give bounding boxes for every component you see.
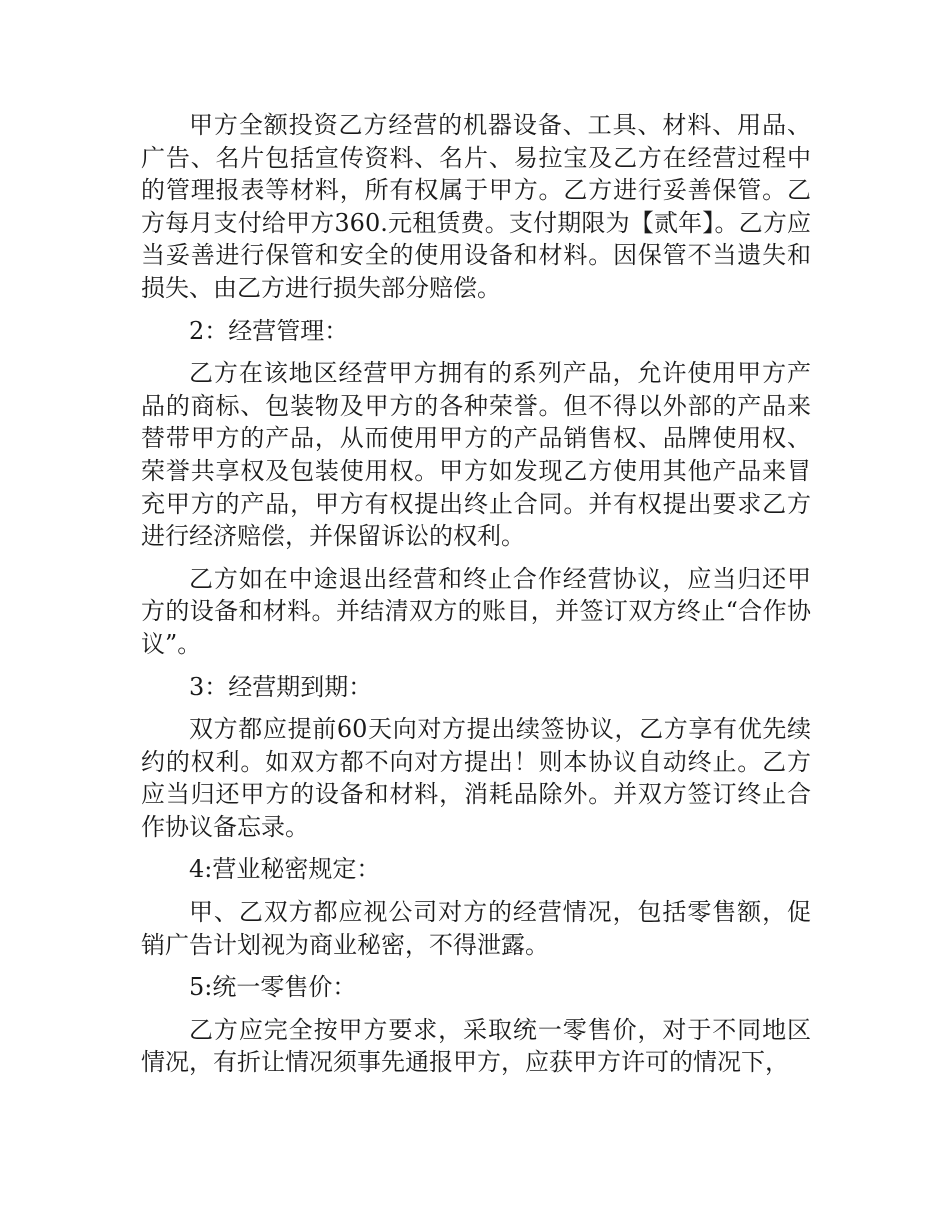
paragraph-early-termination: 乙方如在中途退出经营和终止合作经营协议，应当归还甲方的设备和材料。并结清双方的账目，并签订双方终止“合作协议”。 (141, 564, 811, 658)
paragraph-retail-price: 乙方应完全按甲方要求，采取统一零售价，对于不同地区情况，有折让情况须事先通报甲方，应获甲方许可的情况下， (141, 1015, 811, 1077)
paragraph-equipment-ownership: 甲方全额投资乙方经营的机器设备、工具、材料、用品、广告、名片包括宣传资料、名片、易拉宝及乙方在经营过程中的管理报表等材料，所有权属于甲方。乙方进行妥善保管。乙方每月支付给甲方360.元租赁费。支付期限为【贰年】。乙方应当妥善进行保管和安全的使用设备和材料。因保管不当遗失和损失、由乙方进行损失部分赔偿。 (141, 111, 811, 302)
section-heading-term-expiry: 3：经营期到期： (189, 672, 373, 701)
paragraph-product-usage: 乙方在该地区经营甲方拥有的系列产品，允许使用甲方产品的商标、包装物及甲方的各种荣誉。但不得以外部的产品来替带甲方的产品，从而使用甲方的产品销售权、品牌使用权、荣誉共享权及包装使用权。甲方如发现乙方使用其他产品来冒充甲方的产品，甲方有权提出终止合同。并有权提出要求乙方进行经济赔偿，并保留诉讼的权利。 (141, 359, 811, 551)
document-body (141, 109, 811, 1089)
section-heading-operation-management: 2：经营管理： (189, 316, 349, 345)
paragraph-renewal: 双方都应提前60天向对方提出续签协议，乙方享有优先续约的权利。如双方都不向对方提出！则本协议自动终止。乙方应当归还甲方的设备和材料，消耗品除外。并双方签订终止合作协议备忘录。 (141, 715, 811, 841)
section-heading-trade-secrets: 4:营业秘密规定： (189, 855, 381, 884)
paragraph-confidentiality: 甲、乙双方都应视公司对方的经营情况，包括零售额，促销广告计划视为商业秘密，不得泄露。 (141, 898, 811, 959)
section-heading-unified-retail-price: 5:统一零售价： (189, 973, 357, 1002)
